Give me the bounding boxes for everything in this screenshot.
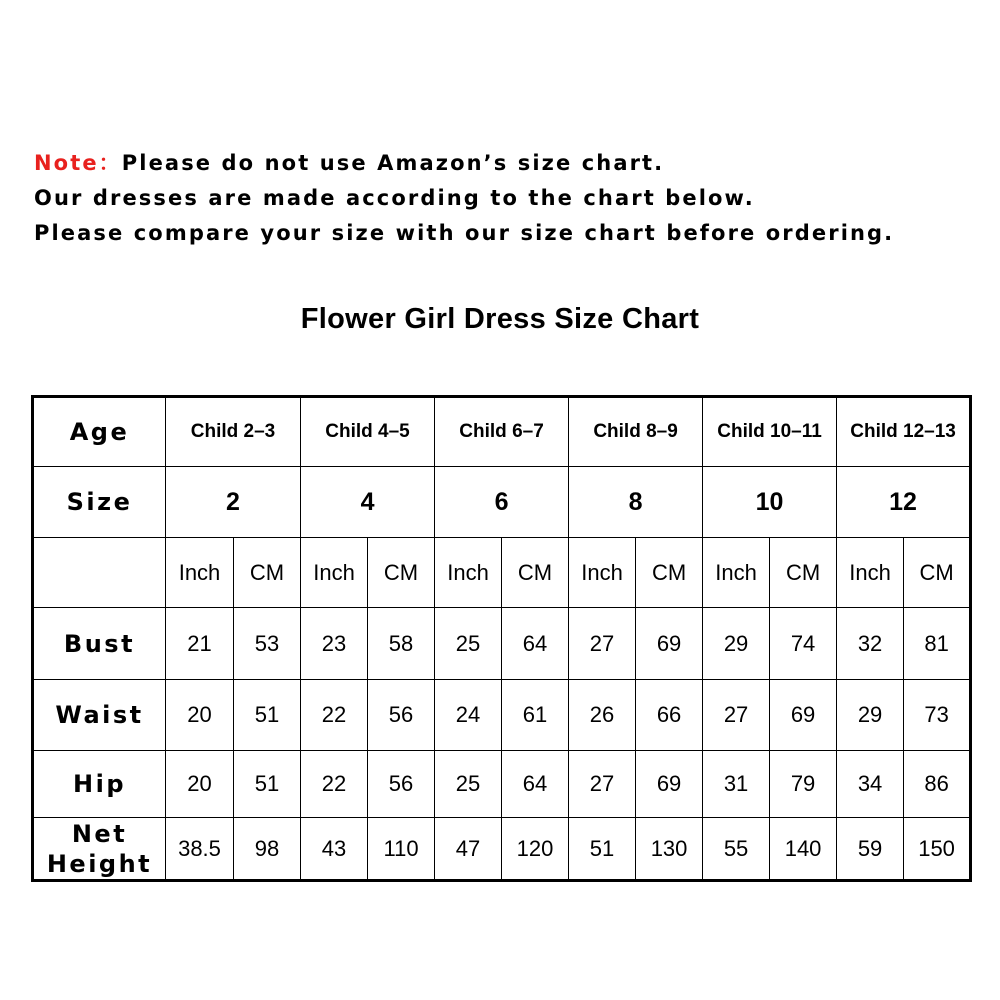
waist-value: 20 (166, 680, 234, 751)
unit-cm: CM (234, 538, 301, 608)
waist-value: 69 (770, 680, 837, 751)
net-height-value: 110 (368, 818, 435, 881)
waist-value: 56 (368, 680, 435, 751)
hip-value: 27 (569, 751, 636, 818)
bust-value: 53 (234, 608, 301, 680)
waist-value: 61 (502, 680, 569, 751)
hip-value: 25 (435, 751, 502, 818)
net-height-value: 43 (301, 818, 368, 881)
hip-value: 86 (904, 751, 971, 818)
waist-value: 24 (435, 680, 502, 751)
size-notice (34, 146, 894, 251)
net-height-value: 38.5 (166, 818, 234, 881)
waist-value: 22 (301, 680, 368, 751)
net-height-label-line1: Net (71, 819, 128, 848)
unit-row-label (33, 538, 166, 608)
waist-value: 66 (636, 680, 703, 751)
waist-value: 26 (569, 680, 636, 751)
waist-row-label: Waist (33, 680, 166, 751)
hip-value: 22 (301, 751, 368, 818)
net-height-value: 130 (636, 818, 703, 881)
size-cell: 8 (569, 467, 703, 538)
net-height-label-line2: Height (46, 849, 153, 878)
notice-line-1 (34, 146, 894, 181)
hip-value: 34 (837, 751, 904, 818)
unit-cm: CM (502, 538, 569, 608)
unit-cm: CM (368, 538, 435, 608)
unit-inch: Inch (435, 538, 502, 608)
hip-row-label: Hip (33, 751, 166, 818)
hip-value: 20 (166, 751, 234, 818)
bust-row (33, 608, 971, 680)
size-row (33, 467, 971, 538)
hip-value: 79 (770, 751, 837, 818)
net-height-value: 98 (234, 818, 301, 881)
age-cell: Child 10–11 (703, 397, 837, 467)
bust-value: 69 (636, 608, 703, 680)
waist-value: 27 (703, 680, 770, 751)
hip-row (33, 751, 971, 818)
bust-value: 81 (904, 608, 971, 680)
size-cell: 4 (301, 467, 435, 538)
unit-inch: Inch (301, 538, 368, 608)
unit-cm: CM (636, 538, 703, 608)
unit-row (33, 538, 971, 608)
age-cell: Child 2–3 (166, 397, 301, 467)
size-cell: 2 (166, 467, 301, 538)
waist-row (33, 680, 971, 751)
unit-inch: Inch (703, 538, 770, 608)
waist-value: 73 (904, 680, 971, 751)
net-height-value: 51 (569, 818, 636, 881)
note-label: Note： (34, 151, 122, 175)
bust-value: 74 (770, 608, 837, 680)
net-height-value: 55 (703, 818, 770, 881)
net-height-value: 150 (904, 818, 971, 881)
unit-cm: CM (770, 538, 837, 608)
notice-line-2: Our dresses are made according to the chart below. (34, 186, 755, 210)
net-height-value: 140 (770, 818, 837, 881)
unit-inch: Inch (569, 538, 636, 608)
hip-value: 69 (636, 751, 703, 818)
bust-value: 29 (703, 608, 770, 680)
unit-inch: Inch (837, 538, 904, 608)
net-height-row (33, 818, 971, 881)
net-height-row-label (33, 818, 166, 881)
age-cell: Child 6–7 (435, 397, 569, 467)
size-cell: 6 (435, 467, 569, 538)
bust-value: 27 (569, 608, 636, 680)
hip-value: 56 (368, 751, 435, 818)
hip-value: 64 (502, 751, 569, 818)
notice-text-1: Please do not use Amazon’s size chart. (121, 151, 665, 175)
age-cell: Child 8–9 (569, 397, 703, 467)
waist-value: 29 (837, 680, 904, 751)
bust-value: 25 (435, 608, 502, 680)
age-row (33, 397, 971, 467)
hip-value: 51 (234, 751, 301, 818)
bust-value: 21 (166, 608, 234, 680)
age-cell: Child 12–13 (837, 397, 971, 467)
net-height-value: 120 (502, 818, 569, 881)
notice-line-3: Please compare your size with our size chart before ordering. (34, 221, 895, 245)
size-chart-table (31, 395, 972, 882)
net-height-value: 59 (837, 818, 904, 881)
age-cell: Child 4–5 (301, 397, 435, 467)
size-cell: 12 (837, 467, 971, 538)
bust-value: 32 (837, 608, 904, 680)
waist-value: 51 (234, 680, 301, 751)
size-row-label: Size (33, 467, 166, 538)
net-height-value: 47 (435, 818, 502, 881)
unit-cm: CM (904, 538, 971, 608)
size-cell: 10 (703, 467, 837, 538)
bust-value: 58 (368, 608, 435, 680)
age-row-label: Age (33, 397, 166, 467)
bust-value: 64 (502, 608, 569, 680)
chart-title: Flower Girl Dress Size Chart (300, 303, 700, 335)
bust-value: 23 (301, 608, 368, 680)
hip-value: 31 (703, 751, 770, 818)
bust-row-label: Bust (33, 608, 166, 680)
unit-inch: Inch (166, 538, 234, 608)
